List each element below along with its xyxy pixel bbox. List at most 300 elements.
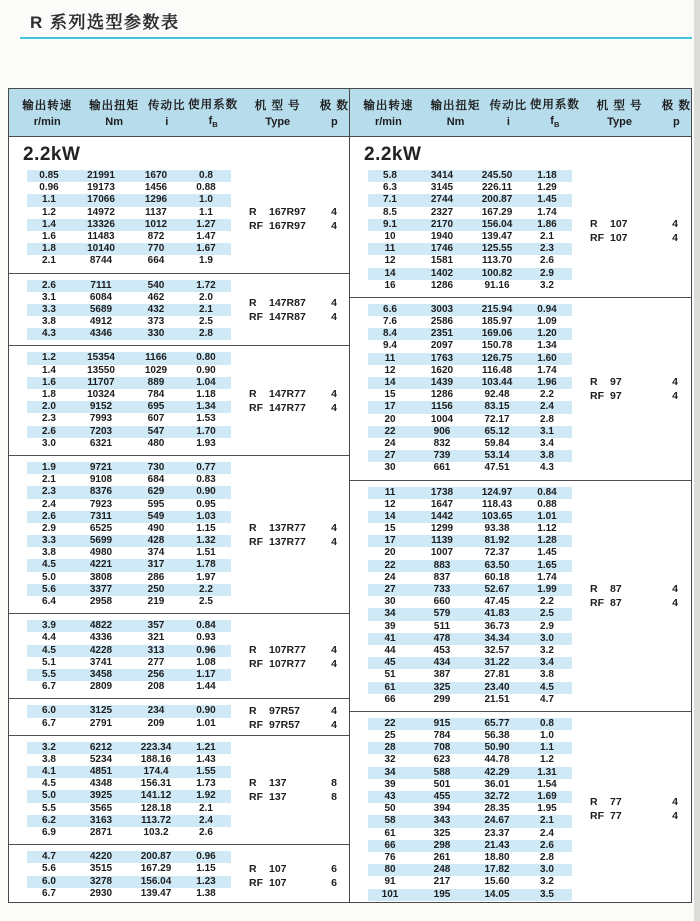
table-row	[368, 876, 572, 888]
power-rating-label: 2.2kW	[23, 144, 81, 165]
cell-fb: 2.2	[540, 596, 554, 608]
cell-ratio: 245.50	[481, 170, 513, 181]
cell-torque: 660	[433, 596, 451, 608]
table-header-left	[9, 89, 349, 137]
cell-speed: 4.3	[42, 328, 56, 340]
model-poles: 4	[672, 217, 678, 230]
cell-torque: 784	[433, 730, 451, 742]
cell-ratio: 540	[147, 279, 165, 291]
table-row	[27, 584, 231, 596]
model-prefix: R	[249, 704, 257, 717]
cell-torque: 3163	[89, 814, 113, 826]
table-row	[368, 511, 572, 523]
cell-ratio: 81.92	[484, 535, 510, 547]
cell-fb: 2.4	[540, 827, 554, 839]
cell-speed: 2.0	[42, 401, 56, 413]
cell-fb: 2.2	[199, 583, 213, 595]
cell-speed: 61	[384, 827, 396, 839]
model-block	[249, 387, 337, 415]
cell-fb: 0.94	[537, 303, 557, 315]
cell-torque: 10140	[87, 243, 115, 255]
model-poles: 4	[331, 310, 337, 323]
cell-torque: 7993	[89, 413, 113, 425]
cell-fb: 4.7	[540, 693, 554, 705]
cell-torque: 1156	[431, 401, 453, 413]
cell-speed: 2.1	[42, 255, 56, 267]
cell-fb: 3.5	[540, 888, 554, 900]
cell-ratio: 124.97	[481, 486, 513, 498]
table-row	[27, 547, 231, 559]
table-row	[27, 742, 231, 754]
cell-fb: 1.03	[196, 510, 216, 522]
table-row	[368, 840, 572, 852]
table-row	[27, 316, 231, 328]
cell-ratio: 872	[147, 230, 165, 242]
cell-ratio: 321	[147, 632, 165, 644]
cell-ratio: 113.70	[481, 255, 513, 267]
cell-fb: 1.95	[537, 803, 557, 815]
table-row	[27, 365, 231, 377]
cell-fb: 1.99	[537, 584, 557, 595]
table-row	[27, 243, 231, 255]
table-row	[27, 401, 231, 413]
cell-fb: 2.4	[199, 814, 213, 826]
table-row	[368, 608, 572, 620]
cell-speed: 9.4	[383, 340, 397, 352]
cell-fb: 3.2	[540, 876, 554, 888]
cell-speed: 27	[384, 450, 396, 462]
cell-torque: 11707	[87, 376, 115, 388]
cell-ratio: 65.12	[484, 425, 510, 437]
table-row	[368, 377, 572, 389]
cell-ratio: 185.97	[481, 316, 513, 328]
cell-speed: 32	[384, 754, 396, 766]
cell-ratio: 31.22	[484, 657, 510, 669]
model-poles: 4	[672, 597, 678, 610]
cell-ratio: 286	[147, 571, 165, 583]
cell-ratio: 92.48	[484, 389, 510, 401]
cell-ratio: 139.47	[481, 230, 513, 242]
table-row	[368, 584, 572, 596]
table-row	[27, 292, 231, 304]
table-row	[27, 645, 231, 657]
table-row	[368, 621, 572, 633]
cell-fb: 2.2	[540, 389, 554, 401]
cell-fb: 1.29	[537, 182, 557, 194]
model-prefix: RF	[249, 876, 263, 889]
cell-torque: 298	[433, 839, 451, 851]
table-row	[368, 268, 572, 280]
table-row	[368, 730, 572, 742]
cell-fb: 1.21	[196, 741, 216, 753]
table-row	[368, 718, 572, 730]
cell-speed: 10	[384, 230, 396, 242]
table-row	[27, 718, 231, 730]
model-name: 77	[610, 796, 622, 809]
table-row	[368, 560, 572, 572]
cell-torque: 1299	[430, 523, 454, 535]
cell-ratio: 56.38	[484, 730, 510, 742]
table-row	[368, 462, 572, 474]
table-row	[27, 280, 231, 292]
cell-speed: 6.4	[42, 596, 56, 607]
cell-speed: 6.6	[383, 303, 397, 315]
parameter-group	[9, 851, 349, 900]
cell-speed: 1.6	[42, 376, 56, 388]
model-block	[590, 217, 678, 245]
model-name: 167R97	[269, 219, 306, 232]
cell-fb: 2.5	[199, 596, 213, 607]
cell-fb: 1.34	[537, 340, 557, 352]
cell-ratio: 103.65	[481, 510, 513, 522]
cell-fb: 1.08	[196, 656, 216, 668]
cell-torque: 1940	[430, 230, 454, 242]
header-model-type: 机 型 号 Type	[254, 100, 301, 128]
cell-ratio: 1029	[144, 364, 168, 376]
table-row	[27, 170, 231, 182]
cell-speed: 8.5	[383, 206, 397, 218]
model-prefix: RF	[590, 390, 604, 403]
model-prefix: R	[249, 388, 257, 401]
cell-torque: 832	[433, 437, 451, 449]
header-model-type: 机 型 号 Type	[596, 100, 643, 128]
cell-speed: 6.7	[42, 717, 56, 729]
cell-ratio: 480	[147, 437, 165, 449]
cell-speed: 3.2	[42, 741, 56, 753]
cell-torque: 343	[433, 815, 451, 827]
model-prefix: RF	[249, 402, 263, 415]
table-row	[368, 243, 572, 255]
cell-fb: 0.77	[196, 461, 216, 473]
cell-torque: 708	[433, 742, 451, 754]
model-poles: 4	[672, 376, 678, 389]
header-output-torque: 输出扭矩 Nm	[89, 100, 140, 128]
header-ratio: 传动比 i	[148, 100, 186, 128]
cell-fb: 1.9	[199, 255, 213, 267]
cell-speed: 50	[384, 803, 396, 815]
cell-fb: 1.18	[196, 389, 216, 400]
table-header-right	[350, 89, 691, 137]
cell-torque: 2930	[89, 887, 113, 899]
model-line	[590, 809, 678, 823]
model-name: 147R77	[269, 402, 306, 415]
cell-fb: 1.34	[196, 401, 216, 413]
model-line	[249, 643, 337, 657]
cell-fb: 0.90	[196, 364, 216, 376]
table-row	[368, 852, 572, 864]
cell-torque: 6321	[89, 437, 113, 449]
cell-torque: 4346	[89, 328, 113, 340]
cell-speed: 4.7	[42, 851, 56, 863]
cell-speed: 20	[384, 413, 396, 425]
cell-speed: 28	[384, 742, 396, 754]
model-line	[590, 231, 678, 245]
cell-fb: 1.69	[537, 791, 557, 802]
cell-speed: 1.9	[42, 461, 56, 473]
cell-speed: 5.0	[42, 790, 56, 802]
cell-speed: 91	[384, 876, 396, 888]
cell-torque: 2809	[89, 681, 113, 693]
cell-speed: 4.1	[42, 766, 56, 778]
cell-speed: 1.2	[42, 206, 56, 218]
cell-fb: 2.1	[199, 802, 213, 814]
cell-fb: 1.15	[196, 522, 216, 534]
cell-speed: 30	[384, 596, 396, 608]
cell-speed: 6.0	[42, 875, 56, 887]
cell-ratio: 1137	[145, 206, 167, 218]
model-line	[249, 401, 337, 415]
table-row	[368, 280, 572, 292]
model-line	[590, 596, 678, 610]
cell-torque: 7111	[90, 279, 112, 291]
cell-ratio: 219	[147, 596, 165, 607]
model-line	[249, 790, 337, 804]
cell-fb: 1.04	[196, 376, 216, 388]
cell-fb: 1.45	[537, 547, 557, 559]
parameter-group	[9, 352, 349, 450]
cell-ratio: 23.40	[484, 681, 510, 693]
cell-fb: 1.60	[537, 352, 557, 364]
table-body-right	[350, 137, 691, 902]
model-name: 107R77	[269, 657, 306, 670]
cell-speed: 27	[384, 584, 396, 595]
cell-speed: 34	[384, 766, 396, 778]
cell-torque: 3741	[89, 656, 113, 668]
model-name: 77	[610, 810, 622, 823]
cell-ratio: 47.45	[484, 596, 510, 608]
table-row	[368, 779, 572, 791]
cell-speed: 22	[384, 559, 396, 571]
table-row	[368, 633, 572, 645]
table-row	[27, 863, 231, 875]
cell-ratio: 374	[147, 547, 165, 559]
model-name: 137R77	[269, 522, 306, 535]
cell-fb: 0.84	[196, 620, 216, 632]
cell-speed: 2.9	[42, 522, 56, 534]
cell-speed: 3.3	[42, 303, 56, 315]
cell-torque: 3515	[89, 863, 113, 875]
cell-speed: 8.4	[383, 328, 397, 340]
cell-speed: 1.4	[42, 364, 56, 376]
cell-speed: 5.0	[42, 571, 56, 583]
cell-ratio: 215.94	[481, 303, 513, 315]
title-accent-rule	[20, 37, 692, 39]
table-row	[368, 182, 572, 194]
cell-torque: 4980	[89, 547, 113, 559]
model-poles: 4	[331, 657, 337, 670]
model-line	[249, 205, 337, 219]
table-row	[368, 304, 572, 316]
cell-speed: 44	[384, 644, 396, 656]
table-row	[27, 851, 231, 863]
cell-fb: 1.65	[537, 559, 557, 571]
table-row	[368, 231, 572, 243]
cell-torque: 3145	[430, 182, 454, 194]
table-row	[27, 657, 231, 669]
table-row	[27, 876, 231, 888]
table-row	[27, 596, 231, 608]
cell-ratio: 547	[147, 425, 165, 437]
cell-torque: 3414	[430, 170, 454, 181]
cell-ratio: 730	[147, 461, 165, 473]
cell-fb: 1.28	[537, 535, 557, 547]
cell-fb: 1.86	[537, 218, 557, 230]
table-row	[27, 426, 231, 438]
cell-ratio: 14.05	[484, 888, 510, 900]
cell-torque: 1286	[430, 389, 454, 401]
cell-ratio: 103.2	[143, 827, 169, 838]
cell-ratio: 126.75	[481, 352, 513, 364]
table-row	[368, 669, 572, 681]
model-name: 167R97	[269, 205, 306, 218]
header-poles: 极 数 p	[319, 100, 349, 128]
model-prefix: R	[249, 296, 257, 309]
cell-torque: 915	[433, 717, 451, 729]
cell-fb: 1.72	[196, 279, 216, 291]
table-row	[368, 657, 572, 669]
model-line	[249, 535, 337, 549]
cell-speed: 24	[384, 437, 396, 449]
table-row	[27, 389, 231, 401]
cell-fb: 3.8	[540, 669, 554, 681]
cell-speed: 3.1	[42, 291, 56, 303]
table-row	[27, 620, 231, 632]
table-row	[368, 170, 572, 182]
cell-ratio: 93.38	[484, 523, 510, 535]
model-prefix: R	[590, 796, 598, 809]
cell-torque: 434	[433, 657, 451, 669]
cell-ratio: 44.78	[484, 754, 510, 766]
model-name: 97	[610, 376, 622, 389]
cell-torque: 1581	[430, 255, 454, 267]
cell-torque: 2351	[430, 328, 454, 340]
parameter-group	[350, 304, 691, 475]
group-divider	[9, 345, 349, 346]
cell-ratio: 226.11	[481, 182, 513, 194]
cell-speed: 7.6	[383, 316, 397, 328]
cell-speed: 11	[384, 352, 396, 364]
cell-speed: 5.1	[42, 656, 56, 668]
cell-ratio: 53.14	[484, 450, 510, 462]
cell-torque: 15354	[87, 352, 115, 364]
model-prefix: RF	[590, 810, 604, 823]
table-row	[27, 182, 231, 194]
cell-ratio: 41.83	[484, 608, 510, 620]
cell-speed: 4.5	[42, 559, 56, 571]
cell-speed: 15	[384, 389, 396, 401]
cell-torque: 11483	[87, 230, 115, 242]
cell-torque: 2327	[430, 206, 454, 218]
table-column-left	[9, 89, 350, 902]
cell-ratio: 490	[147, 522, 165, 534]
model-poles: 4	[672, 231, 678, 244]
model-line	[590, 582, 678, 596]
cell-speed: 20	[384, 547, 396, 559]
group-divider	[9, 455, 349, 456]
cell-speed: 5.5	[42, 802, 56, 814]
cell-ratio: 17.82	[484, 864, 510, 876]
cell-torque: 906	[433, 425, 451, 437]
table-row	[368, 803, 572, 815]
cell-speed: 0.85	[39, 170, 59, 181]
cell-speed: 1.8	[42, 389, 56, 400]
table-row	[27, 462, 231, 474]
group-divider	[9, 698, 349, 699]
table-row	[27, 790, 231, 802]
column-left-groups	[9, 170, 349, 900]
model-name: 107	[269, 876, 287, 889]
cell-torque: 3278	[89, 875, 113, 887]
cell-torque: 4228	[89, 644, 113, 656]
model-name: 97	[610, 390, 622, 403]
cell-speed: 14	[384, 510, 396, 522]
cell-fb: 2.0	[199, 291, 213, 303]
cell-ratio: 684	[147, 474, 165, 486]
cell-fb: 1.20	[537, 328, 557, 340]
cell-ratio: 34.34	[484, 632, 510, 644]
table-row	[368, 864, 572, 876]
cell-ratio: 462	[147, 291, 165, 303]
cell-speed: 2.1	[42, 474, 56, 486]
model-block	[249, 704, 337, 732]
model-line	[249, 387, 337, 401]
cell-ratio: 116.48	[481, 364, 513, 376]
cell-torque: 325	[433, 681, 451, 693]
cell-torque: 2958	[89, 596, 113, 607]
cell-speed: 9.1	[383, 218, 397, 230]
cell-ratio: 156.31	[140, 778, 172, 790]
table-row	[368, 889, 572, 901]
table-row	[27, 413, 231, 425]
cell-fb: 1.38	[196, 887, 216, 899]
model-poles: 4	[331, 296, 337, 309]
cell-ratio: 629	[147, 486, 165, 498]
cell-speed: 2.3	[42, 413, 56, 425]
model-name: 97R57	[269, 718, 300, 731]
cell-ratio: 357	[147, 620, 165, 632]
cell-torque: 1746	[430, 243, 454, 255]
cell-fb: 1.1	[199, 206, 213, 218]
model-prefix: RF	[249, 536, 263, 549]
cell-fb: 0.84	[537, 486, 557, 498]
cell-torque: 1004	[430, 413, 454, 425]
cell-torque: 883	[433, 559, 451, 571]
cell-fb: 1.01	[537, 510, 557, 522]
cell-ratio: 52.67	[484, 584, 510, 595]
table-row	[368, 219, 572, 231]
cell-speed: 1.1	[42, 194, 56, 206]
table-row	[368, 316, 572, 328]
model-name: 137	[269, 777, 287, 790]
cell-speed: 45	[384, 657, 396, 669]
cell-ratio: 156.04	[481, 218, 513, 230]
cell-ratio: 208	[147, 681, 165, 693]
model-block	[249, 296, 337, 324]
model-line	[590, 795, 678, 809]
table-row	[27, 304, 231, 316]
cell-fb: 1.12	[537, 523, 557, 535]
cell-ratio: 250	[147, 583, 165, 595]
table-row	[27, 705, 231, 717]
cell-torque: 6212	[89, 741, 113, 753]
table-row	[27, 511, 231, 523]
cell-speed: 80	[384, 864, 396, 876]
cell-torque: 1139	[431, 535, 453, 547]
cell-speed: 66	[384, 839, 396, 851]
group-divider	[9, 613, 349, 614]
cell-speed: 61	[384, 681, 396, 693]
table-row	[27, 803, 231, 815]
